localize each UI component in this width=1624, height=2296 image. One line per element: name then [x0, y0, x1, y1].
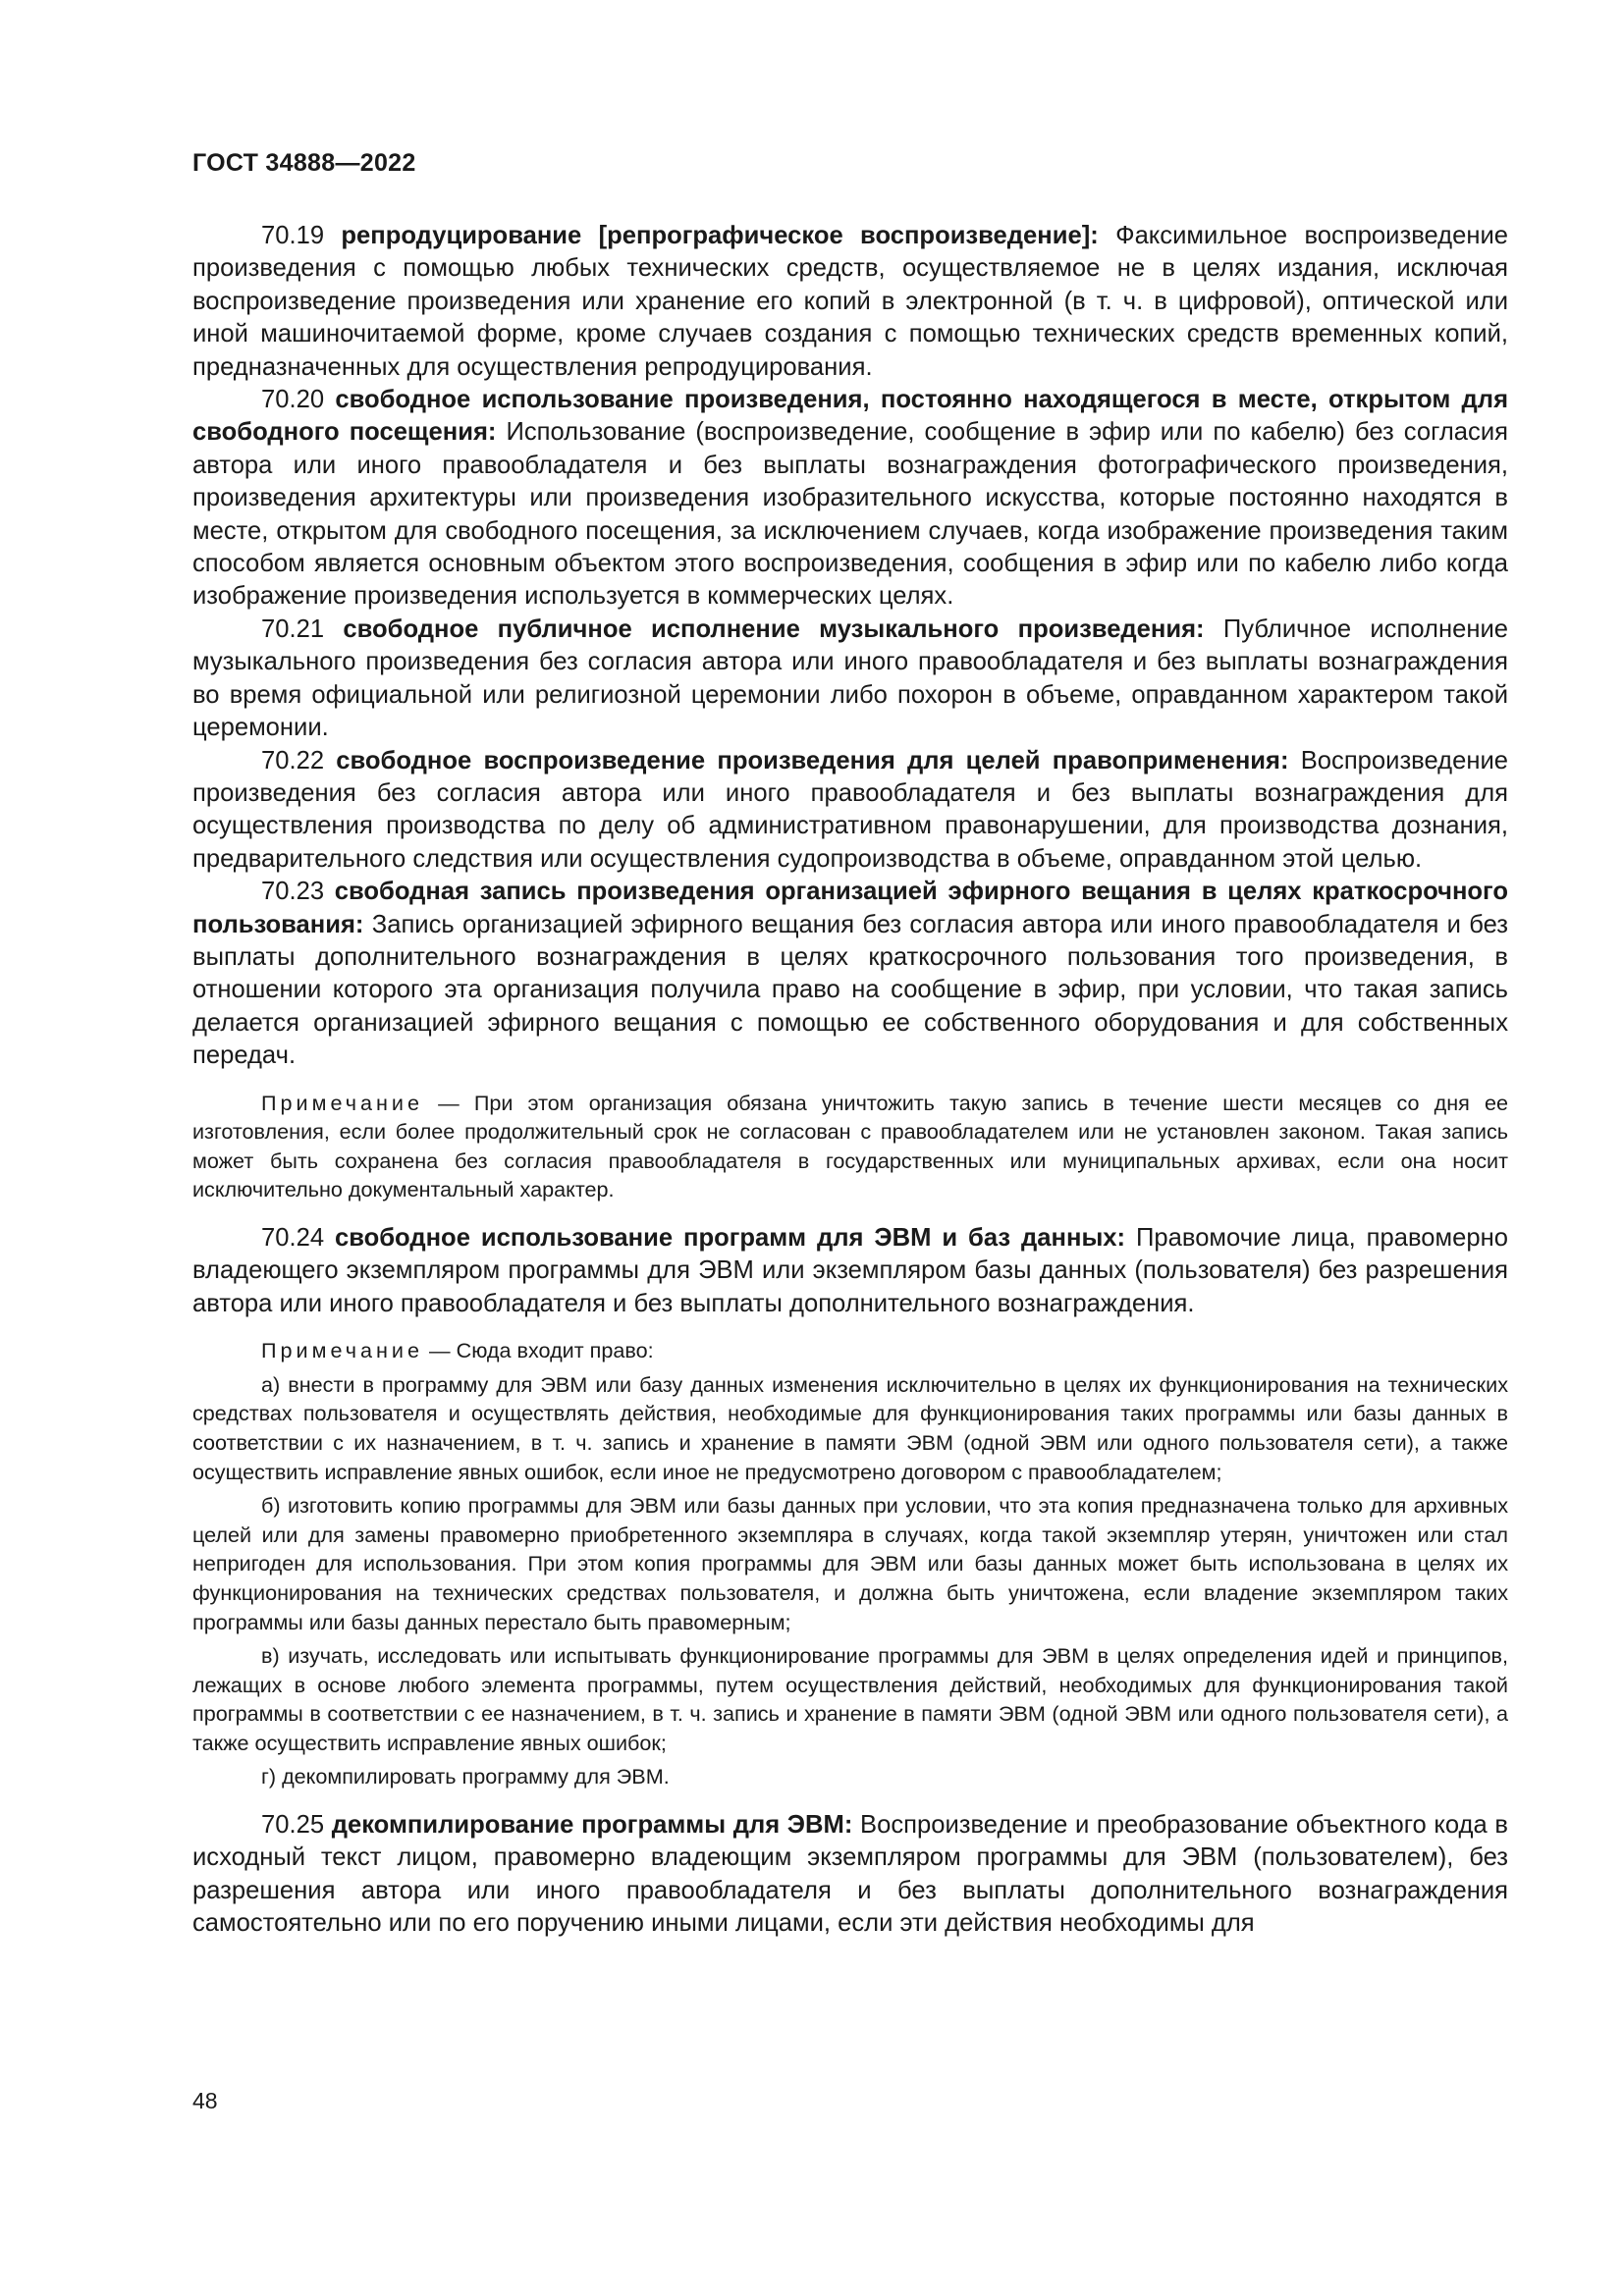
paragraph-number: 70.25	[261, 1811, 325, 1840]
term-heading: свободная запись произведения организацией эфирного вещания в целях краткосрочного пользования:	[192, 878, 1508, 938]
document-body	[192, 220, 1508, 1941]
note-text: — Сюда входит право:	[429, 1338, 654, 1363]
term-definition: Правомочие лица, правомерно владеющего экземпляром программы для ЭВМ или экземпляром базы данных (пользователя) без разрешения автора или иного правообладателя и без выплаты дополнительного вознаграждения.	[192, 1223, 1508, 1317]
term-definition: Запись организацией эфирного вещания без согласия автора или иного правообладателя и без выплаты дополнительного вознаграждения в целях краткосрочного пользования того произведения, в отношении которого эта организация получила право на сообщение в эфир, при условии, что такая запись делается организацией эфирного вещания с помощью ее собственного оборудования и для собственных передач.	[192, 910, 1508, 1070]
paragraph-number: 70.19	[261, 222, 325, 249]
term-heading: свободное использование программ для ЭВМ и баз данных:	[334, 1223, 1126, 1252]
paragraph-70-22	[192, 745, 1508, 877]
paragraph-number: 70.24	[261, 1223, 325, 1252]
note-item-b: б) изготовить копию программы для ЭВМ или базы данных при условии, что эта копия предназначена только для архивных целей или для замены правомерно приобретенного экземпляра в случаях, когда такой экземпляр утерян, уничтожен или стал непригоден для использования. При этом копия программы для ЭВМ или базы данных может быть использована в целях их функционирования на технических средствах пользователя, и должна быть уничтожена, если владение экземпляром таких программы или базы данных перестало быть правомерным;	[192, 1493, 1508, 1634]
paragraph-70-25	[192, 1809, 1508, 1941]
paragraph-70-23	[192, 876, 1508, 1072]
paragraph-70-24	[192, 1222, 1508, 1320]
paragraph-70-19	[192, 220, 1508, 384]
term-definition: Использование (воспроизведение, сообщение в эфир или по кабелю) без согласия автора или иного правообладателя и без выплаты вознаграждения фотографического произведения, произведения архитектуры или произведения изобразительного искусства, которые постоянно находятся в месте, открытом для свободного посещения, за исключением случаев, когда изображение произведения таким способом является основным объектом этого воспроизведения, сообщения в эфир или по кабелю либо когда изображение произведения используется в коммерческих целях.	[192, 418, 1508, 611]
document-header: ГОСТ 34888—2022	[192, 149, 416, 177]
paragraph-number: 70.20	[261, 386, 325, 414]
note-70-24-intro	[192, 1336, 1508, 1365]
page-number: 48	[192, 2088, 218, 2113]
term-heading: декомпилирование программы для ЭВМ:	[331, 1811, 853, 1840]
term-definition: Публичное исполнение музыкального произведения без согласия автора или иного правообладателя и без выплаты вознаграждения во время официальной или религиозной церемонии либо похорон в объеме, оправданном характером такой церемонии.	[192, 614, 1508, 742]
paragraph-number: 70.23	[261, 878, 325, 906]
term-definition: Воспроизведение и преобразование объектного кода в исходный текст лицом, правомерно владеющим экземпляром программы для ЭВМ (пользователем), без разрешения автора или иного правообладателя и без выплаты дополнительного вознаграждения самостоятельно или по его поручению иными лицами, если эти действия необходимы для	[192, 1811, 1508, 1938]
term-heading: свободное публичное исполнение музыкального произведения:	[343, 614, 1205, 643]
paragraph-70-21	[192, 614, 1508, 745]
term-heading: свободное воспроизведение произведения для целей правоприменения:	[336, 746, 1289, 774]
paragraph-number: 70.21	[261, 614, 325, 643]
term-heading: свободное использование произведения, постоянно находящегося в месте, открытом для свободного посещения:	[192, 386, 1508, 447]
term-definition: Воспроизведение произведения без согласия автора или иного правообладателя и без выплаты вознаграждения для осуществления производства по делу об административном правонарушении, для производства дознания, предварительного следствия или осуществления судопроизводства в объеме, оправданном этой целью.	[192, 746, 1508, 873]
note-item-a: а) внести в программу для ЭВМ или базу данных изменения исключительно в целях их функционирования на технических средствах пользователя и осуществлять действия, необходимые для функционирования таких программы или базы данных в соответствии с их назначением, в т. ч. запись и хранение в памяти ЭВМ (одной ЭВМ или одного пользователя сети), а также осуществить исправление явных ошибок, если иное не предусмотрено договором с правообладателем;	[192, 1371, 1508, 1484]
term-heading: репродуцирование [репрографическое воспроизведение]:	[341, 222, 1099, 249]
note-item-g: г) декомпилировать программу для ЭВМ.	[261, 1764, 670, 1789]
paragraph-70-20	[192, 384, 1508, 614]
note-70-23	[192, 1089, 1508, 1204]
paragraph-number: 70.22	[261, 746, 325, 774]
note-item-v: в) изучать, исследовать или испытывать функционирование программы для ЭВМ в целях определения идей и принципов, лежащих в основе любого элемента программы, путем осуществления действий, необходимых для функционирования такой программы в соответствии с ее назначением, в т. ч. запись и хранение в памяти ЭВМ (одной ЭВМ или одного пользователя сети), а также осуществить исправление явных ошибок;	[192, 1643, 1508, 1755]
note-label: Примечание	[261, 1090, 423, 1115]
note-text: — При этом организация обязана уничтожить такую запись в течение шести месяцев со дня ее изготовления, если более продолжительный срок не согласован с правообладателем или не установлен законом. Такая запись может быть сохранена без согласия правообладателя в государственных или муниципальных архивах, если она носит исключительно документальный характер.	[192, 1090, 1509, 1202]
note-label: Примечание	[261, 1338, 423, 1363]
term-definition: Факсимильное воспроизведение произведения с помощью любых технических средств, осуществляемое не в целях издания, исключая воспроизведение произведения или хранение его копий в электронной (в т. ч. в цифровой), оптической или иной машиночитаемой форме, кроме случаев создания с помощью технических средств временных копий, предназначенных для осуществления репродуцирования.	[192, 222, 1509, 381]
